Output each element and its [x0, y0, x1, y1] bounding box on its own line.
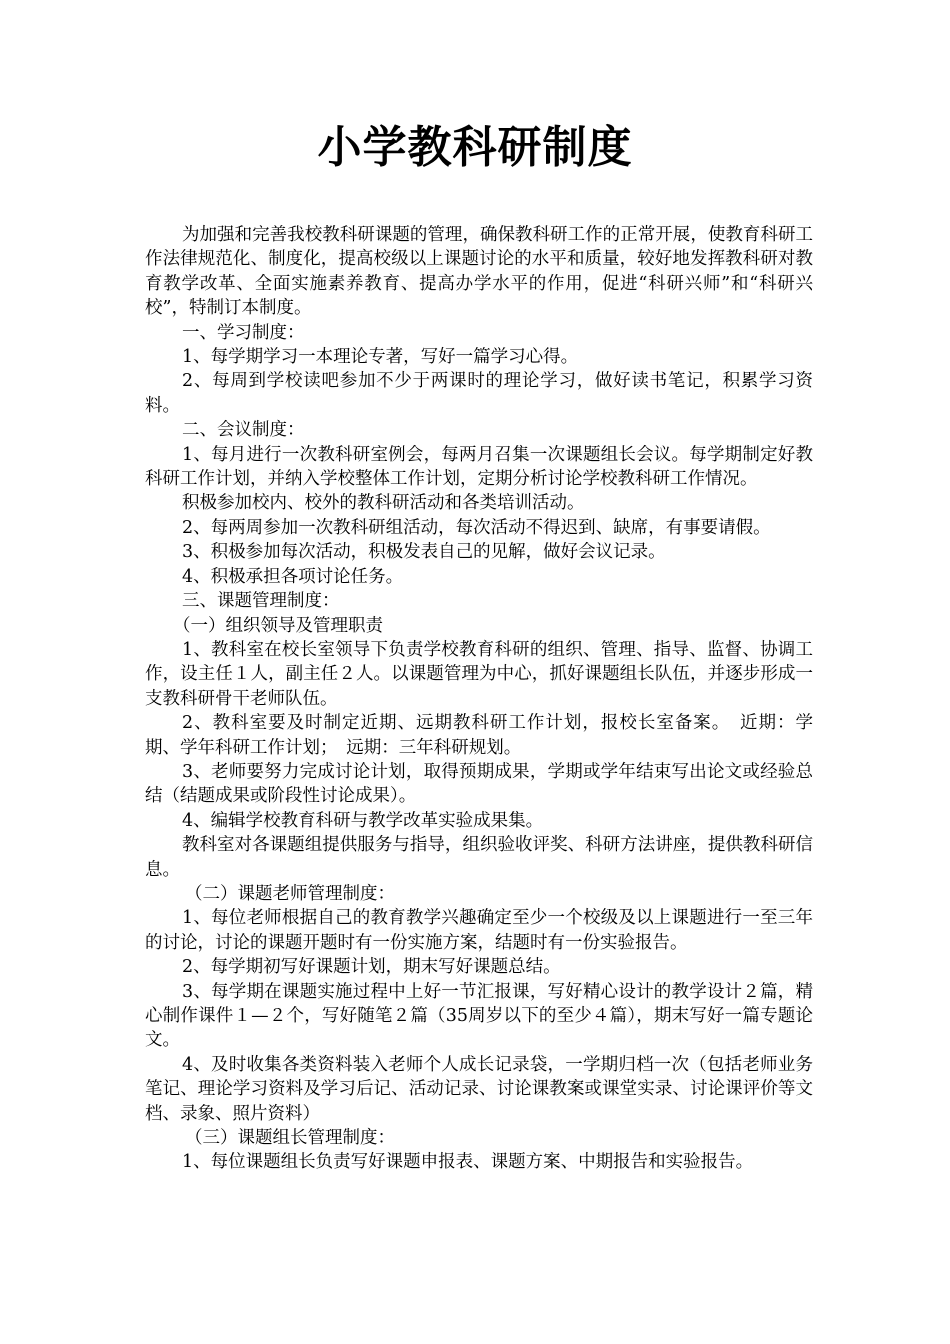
paragraph-intro: 为加强和完善我校教科研课题的管理，确保教科研工作的正常开展，使教育科研工作法律规范化、制度化，提高校级以上课题讨论的水平和质量，较好地发挥教科研对教育教学改革、全面实施素养教育、提高办学水平的作用，促进“科研兴师”和“科研兴校”，特制订本制度。 [145, 225, 813, 319]
paragraph: 2、每两周参加一次教科研组活动，每次活动不得迟到、缺席，有事要请假。 [182, 517, 771, 538]
paragraph: 1、每月进行一次教科研室例会，每两月召集一次课题组长会议。每学期制定好教科研工作计划，并纳入学校整体工作计划，定期分析讨论学校教科研工作情况。 [145, 444, 813, 490]
paragraph: 1、教科室在校长室领导下负责学校教育科研的组织、管理、指导、监督、协调工作，设主任１人，副主任２人。以课题管理为中心，抓好课题组长队伍，并逐步形成一支教科研骨干老师队伍。 [145, 639, 813, 709]
paragraph: 3、老师要努力完成讨论计划，取得预期成果，学期或学年结束写出论文或经验总结（结题成果或阶段性讨论成果）。 [145, 761, 813, 807]
paragraph: 2、每周到学校读吧参加不少于两课时的理论学习，做好读书笔记，积累学习资料。 [145, 371, 813, 416]
paragraph: 2、教科室要及时制定近期、远期教科研工作计划，报校长室备案。 近期：学期、学年科研工作计划； 远期：三年科研规划。 [145, 713, 813, 758]
paragraph: 3、每学期在课题实施过程中上好一节汇报课，写好精心设计的教学设计２篇，精心制作课件１—２个，写好随笔２篇（35周岁以下的至少４篇），期末写好一篇专题论文。 [145, 981, 813, 1051]
paragraph: 积极参加校内、校外的教科研活动和各类培训活动。 [182, 493, 585, 514]
heading-project-management: 三、课题管理制度： [182, 591, 340, 612]
subheading-leader-management: （三）课题组长管理制度： [185, 1128, 395, 1149]
paragraph: 教科室对各课题组提供服务与指导，组织验收评奖、科研方法讲座，提供教科研信息。 [145, 835, 813, 880]
paragraph: 1、每位课题组长负责写好课题申报表、课题方案、中期报告和实验报告。 [182, 1152, 754, 1173]
paragraph: 1、每位老师根据自己的教育教学兴趣确定至少一个校级及以上课题进行一至三年的讨论，讨论的课题开题时有一份实施方案，结题时有一份实验报告。 [145, 908, 813, 953]
paragraph: 2、每学期初写好课题计划，期末写好课题总结。 [182, 957, 561, 978]
document-body [145, 223, 813, 1175]
paragraph: 4、积极承担各项讨论任务。 [182, 566, 404, 587]
paragraph: 4、及时收集各类资料装入老师个人成长记录袋，一学期归档一次（包括老师业务笔记、理论学习资料及学习后记、活动记录、讨论课教案或课堂实录、讨论课评价等文档、录象、照片资料） [145, 1054, 813, 1124]
heading-study-system: 一、学习制度： [182, 322, 305, 343]
heading-meeting-system: 二、会议制度： [182, 420, 305, 441]
document-title: 小学教科研制度 [317, 122, 633, 173]
subheading-organization: （一）组织领导及管理职责 [173, 615, 383, 636]
subheading-teacher-management: （二）课题老师管理制度： [185, 883, 395, 904]
paragraph: 3、积极参加每次活动，积极发表自己的见解，做好会议记录。 [182, 542, 666, 563]
paragraph: 4、编辑学校教育科研与教学改革实验成果集。 [182, 810, 544, 831]
paragraph: 1、每学期学习一本理论专著，写好一篇学习心得。 [182, 347, 579, 368]
